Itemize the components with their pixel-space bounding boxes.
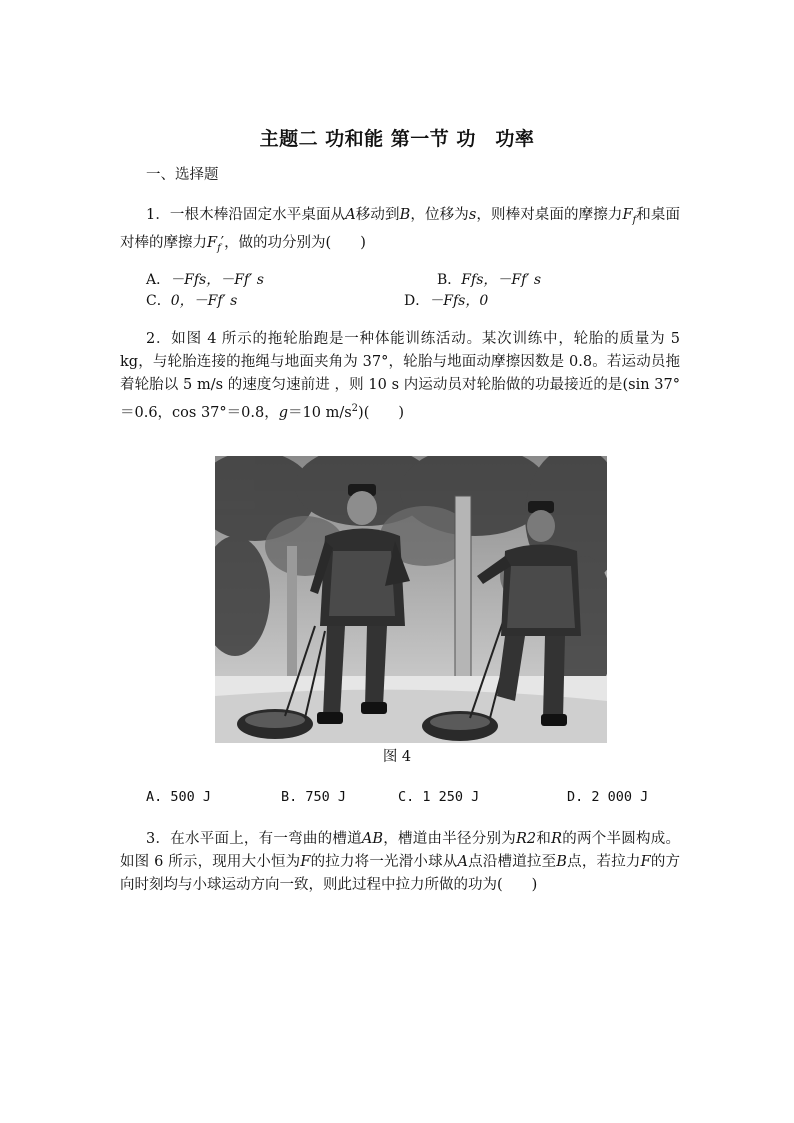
q1-force-prime-subscript: f [217,242,221,254]
q2-superscript: 2 [351,403,359,414]
q2-text: 2．如图 4 所示的拖轮胎跑是一种体能训练活动。某次训练中，轮胎的质量为 5 kg，与轮胎连接的拖绳与地面夹角为 37°，轮胎与地面动摩擦因数是 0.8。若运动员拖着轮胎以 5 m/s 的速度匀速前进 ，则 10 s 内运动员对轮胎做的功最接近的是(sin 37°＝0.6，cos 37°＝0.8， [120,331,680,421]
q2-text: ＝10 m/s [288,404,352,421]
q3-text: 的两个半圆构成。如图 6 所示，现用大小恒为 [120,831,681,870]
q3-text: 的方向时刻均与小球运动方向一致，则此过程中拉力所做的功为( ) [120,854,681,893]
q3-force: F [640,854,651,870]
q3-groove-ab: AB [361,831,384,847]
q1-option-c [146,290,237,310]
page-title: 主题二 功和能 第一节 功 功率 [259,128,535,150]
q1-option-d [404,290,488,310]
question-2 [120,328,680,425]
option-text: －Ffs，－Ff′ s [170,272,264,288]
q1-text: 1．一根木棒沿固定水平桌面从 [146,207,346,223]
q3-text: 和 [536,831,552,847]
q1-text: ，做的功分别为( ) [224,234,366,251]
q2-option-a: A. 500 J [146,789,212,805]
q1-option-a [146,269,264,289]
section-heading: 一、选择题 [146,167,219,183]
q2-option-b: B. 750 J [281,789,347,805]
q3-point-b: B [556,854,567,870]
q3-force: F [300,854,311,870]
q3-text: 点，若拉力 [566,854,641,870]
option-label: B． [437,272,462,288]
q1-option-b [437,269,541,289]
question-1 [120,204,680,260]
option-label: A． [146,272,171,288]
figure-4-photo [215,456,607,743]
option-text: Ffs，－Ff′ s [461,272,542,288]
q3-text: 点沿槽道拉至 [467,854,557,870]
figure-caption: 图 4 [382,749,412,765]
option-text: －Ffs，0 [429,293,489,309]
q3-text: 3．在水平面上，有一弯曲的槽道 [146,831,362,847]
q3-point-a: A [457,854,468,870]
q3-text: 的拉力将一光滑小球从 [310,854,458,870]
q1-force-prime: F [207,234,218,251]
q1-text: 和桌面对棒的摩擦力 [120,207,681,251]
q2-text: )( ) [358,404,405,421]
q1-displacement: s [468,207,477,223]
q1-text: 移动到 [355,207,400,223]
q2-gravity: g [278,404,289,421]
q1-text: ，则棒对桌面的摩擦力 [476,207,623,223]
option-text: 0，－Ff′ s [170,293,238,309]
q1-point-b: B [399,207,411,223]
q1-point-a: A [345,207,356,223]
q1-prime-mark: ′ [220,234,225,251]
option-label: C． [146,293,171,309]
q1-force-subscript: f [632,214,637,226]
q2-option-d: D. 2 000 J [567,789,649,805]
q2-option-c: C. 1 250 J [398,789,480,805]
q1-text: ，位移为 [410,207,469,223]
option-label: D． [404,293,430,309]
q3-radius-r2: R2 [515,831,537,847]
q3-radius-r: R [551,831,563,847]
question-3 [120,828,680,897]
q3-text: ，槽道由半径分别为 [383,831,516,847]
q1-force: F [622,207,633,223]
